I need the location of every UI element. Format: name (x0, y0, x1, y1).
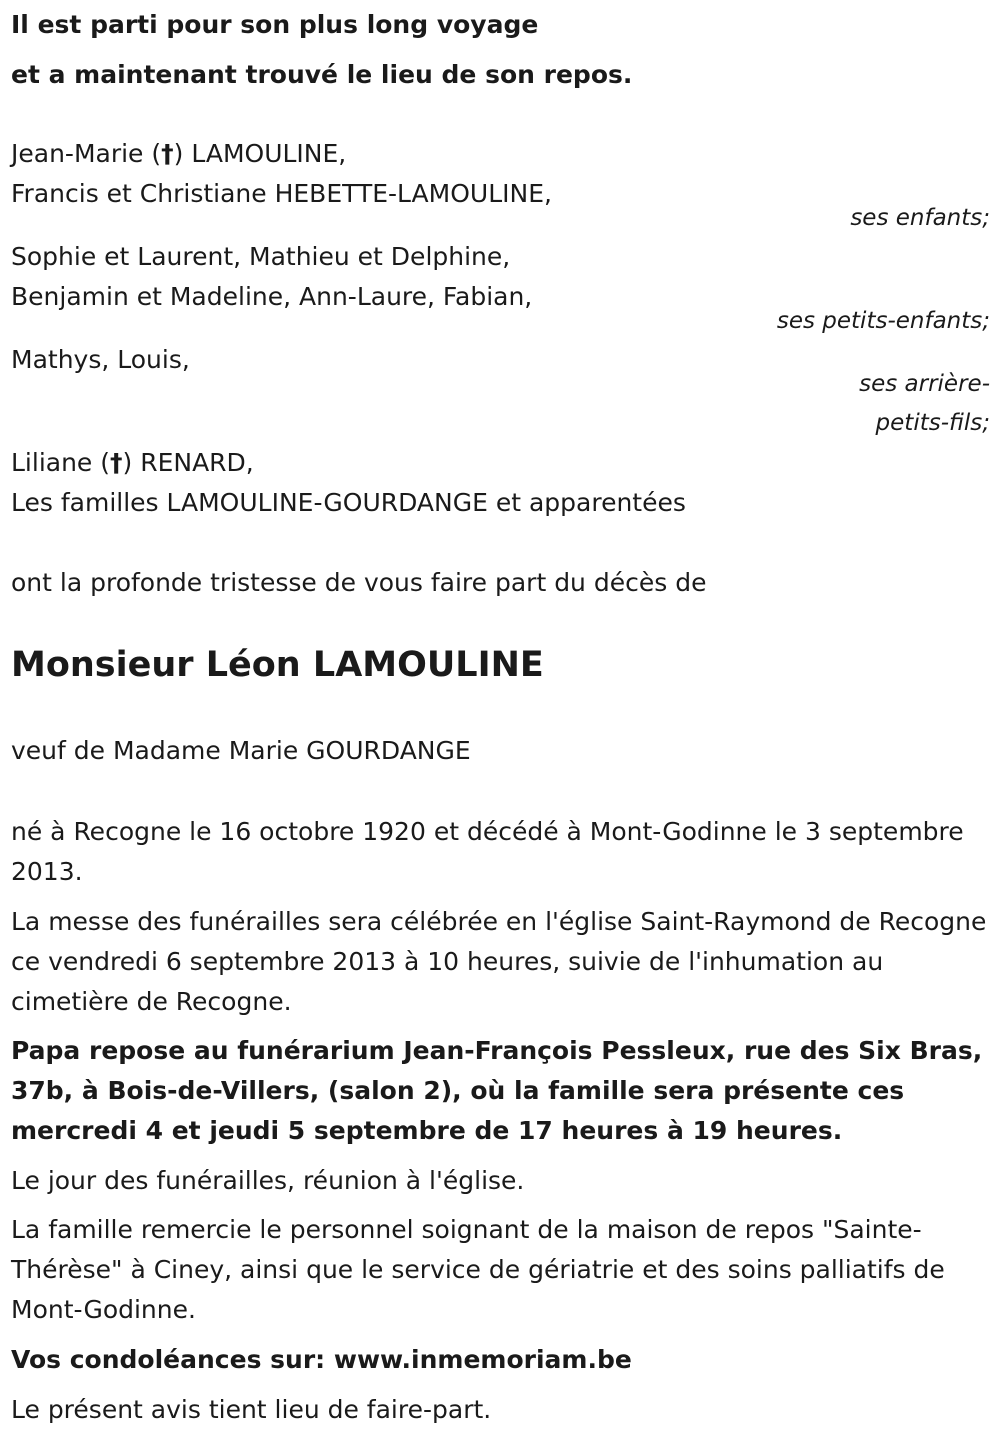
notice-line: Le présent avis tient lieu de faire-part. (11, 1395, 492, 1424)
meeting-paragraph: Le jour des funérailles, réunion à l'église. (11, 1166, 525, 1195)
intro-line-2: et a maintenant trouvé le lieu de son repos. (11, 60, 633, 89)
condolences-line: Vos condoléances sur: www.inmemoriam.be (11, 1345, 632, 1374)
children-name-part: Jean-Marie ( (11, 139, 162, 168)
great-grandchildren-line-1: Mathys, Louis, (11, 345, 190, 374)
visitation-paragraph: Papa repose au funérarium Jean-François Pessleux, rue des Six Bras, 37b, à Bois-de-Villers, (salon 2), où la famille sera présente ces mercredi 4 et jeudi 5 septembre de 17 heures à 19 heures. (11, 1036, 983, 1145)
thanks-paragraph: La famille remercie le personnel soignant de la maison de repos "Sainte-Thérèse" à Ciney, ainsi que le service de gériatrie et des soins palliatifs de Mont-Godinne. (11, 1215, 945, 1324)
intro-line-1: Il est parti pour son plus long voyage (11, 10, 539, 39)
cross-icon: † (161, 139, 174, 168)
others-name-part: Liliane ( (11, 448, 111, 477)
widower-line: veuf de Madame Marie GOURDANGE (11, 736, 471, 765)
great-grandchildren-role-1: ses arrière- (859, 371, 990, 397)
others-line-1 (11, 448, 254, 478)
great-grandchildren-role-2: petits-fils; (875, 410, 990, 436)
birth-death: né à Recogne le 16 octobre 1920 et décédé à Mont-Godinne le 3 septembre 2013. (11, 817, 964, 886)
grandchildren-line-2: Benjamin et Madeline, Ann-Laure, Fabian, (11, 282, 533, 311)
others-surname-part: ) RENARD, (122, 448, 254, 477)
deceased-name: Monsieur Léon LAMOULINE (11, 645, 544, 685)
mass-paragraph: La messe des funérailles sera célébrée en l'église Saint-Raymond de Recogne ce vendredi 6 septembre 2013 à 10 heures, suivie de l'inhumation au cimetière de Recogne. (11, 907, 987, 1016)
grandchildren-line-1: Sophie et Laurent, Mathieu et Delphine, (11, 242, 511, 271)
grandchildren-role: ses petits-enfants; (776, 308, 990, 334)
others-line-2: Les familles LAMOULINE-GOURDANGE et apparentées (11, 488, 686, 517)
children-line-2: Francis et Christiane HEBETTE-LAMOULINE, (11, 179, 552, 208)
cross-icon: † (110, 448, 123, 477)
announcement: ont la profonde tristesse de vous faire part du décès de (11, 568, 707, 597)
children-role: ses enfants; (850, 205, 990, 231)
children-line-1 (11, 139, 346, 169)
children-surname-part: ) LAMOULINE, (173, 139, 347, 168)
